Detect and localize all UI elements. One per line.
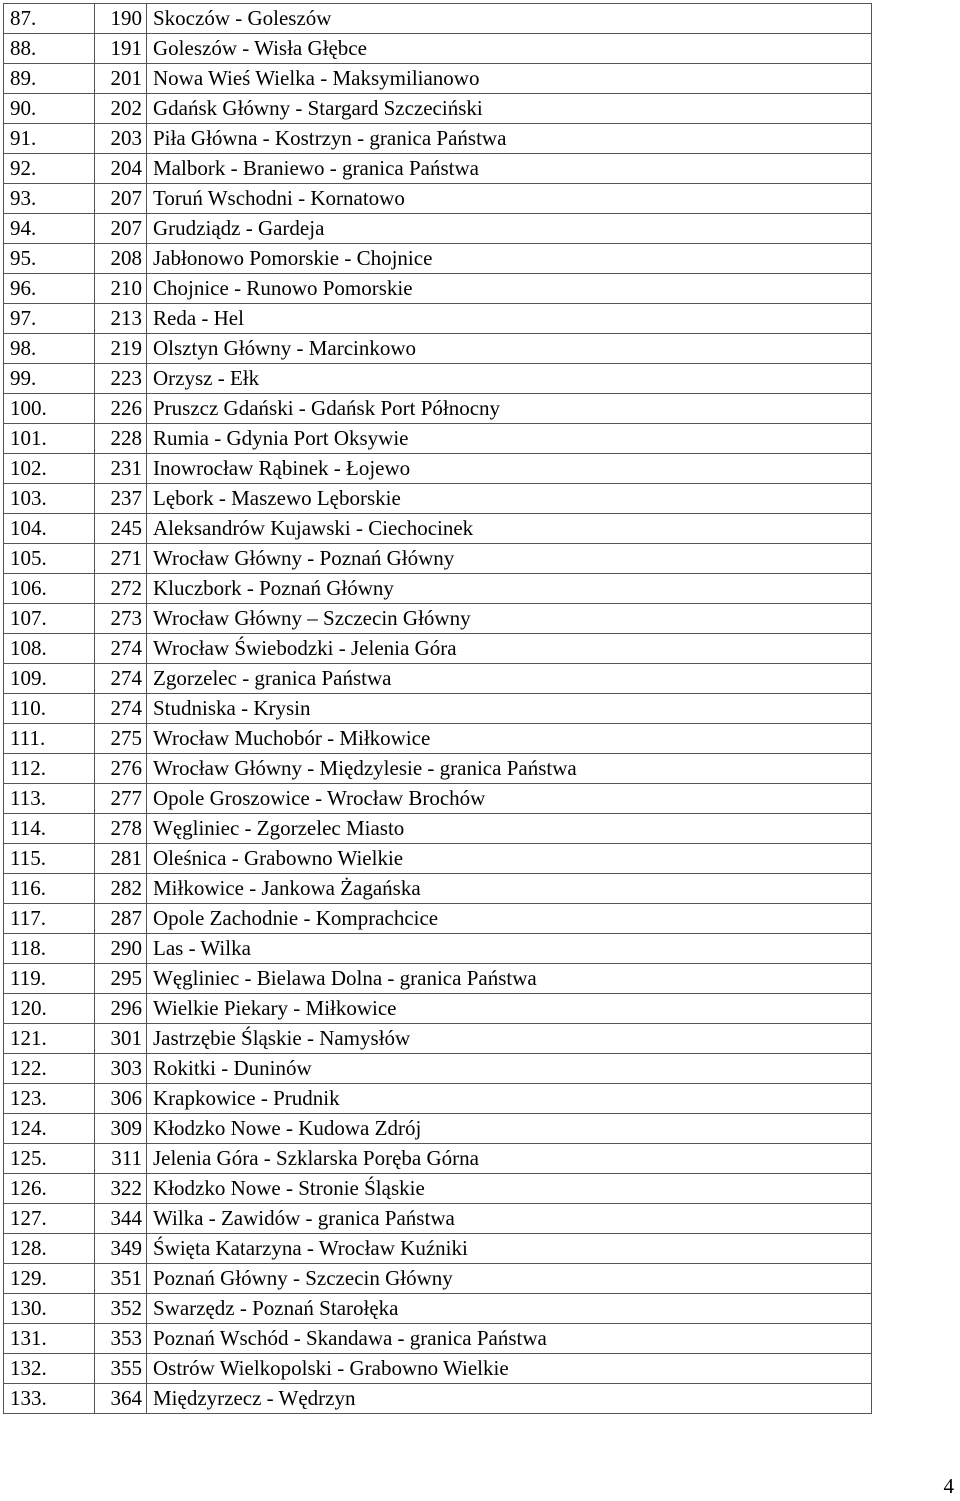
row-number-cell: 103. bbox=[4, 484, 95, 514]
route-name-cell: Piła Główna - Kostrzyn - granica Państwa bbox=[147, 124, 872, 154]
route-name-cell: Oleśnica - Grabowno Wielkie bbox=[147, 844, 872, 874]
row-number-cell: 112. bbox=[4, 754, 95, 784]
route-name-cell: Węgliniec - Zgorzelec Miasto bbox=[147, 814, 872, 844]
row-number-cell: 98. bbox=[4, 334, 95, 364]
line-number-cell: 290 bbox=[95, 934, 147, 964]
table-row bbox=[4, 94, 872, 124]
row-number-cell: 91. bbox=[4, 124, 95, 154]
route-name-cell: Kłodzko Nowe - Stronie Śląskie bbox=[147, 1174, 872, 1204]
route-name-cell: Jabłonowo Pomorskie - Chojnice bbox=[147, 244, 872, 274]
line-number-cell: 231 bbox=[95, 454, 147, 484]
route-name-cell: Aleksandrów Kujawski - Ciechocinek bbox=[147, 514, 872, 544]
row-number-cell: 117. bbox=[4, 904, 95, 934]
line-number-cell: 274 bbox=[95, 694, 147, 724]
route-name-cell: Miłkowice - Jankowa Żagańska bbox=[147, 874, 872, 904]
route-name-cell: Ostrów Wielkopolski - Grabowno Wielkie bbox=[147, 1354, 872, 1384]
table-row bbox=[4, 1354, 872, 1384]
line-number-cell: 355 bbox=[95, 1354, 147, 1384]
row-number-cell: 97. bbox=[4, 304, 95, 334]
row-number-cell: 93. bbox=[4, 184, 95, 214]
row-number-cell: 122. bbox=[4, 1054, 95, 1084]
railway-lines-table bbox=[3, 3, 872, 1414]
route-name-cell: Międzyrzecz - Wędrzyn bbox=[147, 1384, 872, 1414]
table-row bbox=[4, 1114, 872, 1144]
route-name-cell: Poznań Główny - Szczecin Główny bbox=[147, 1264, 872, 1294]
table-row bbox=[4, 4, 872, 34]
route-name-cell: Gdańsk Główny - Stargard Szczeciński bbox=[147, 94, 872, 124]
row-number-cell: 124. bbox=[4, 1114, 95, 1144]
table-row bbox=[4, 634, 872, 664]
table-row bbox=[4, 964, 872, 994]
row-number-cell: 125. bbox=[4, 1144, 95, 1174]
table-row bbox=[4, 664, 872, 694]
row-number-cell: 106. bbox=[4, 574, 95, 604]
table-row bbox=[4, 874, 872, 904]
route-name-cell: Malbork - Braniewo - granica Państwa bbox=[147, 154, 872, 184]
row-number-cell: 111. bbox=[4, 724, 95, 754]
row-number-cell: 119. bbox=[4, 964, 95, 994]
table-row bbox=[4, 394, 872, 424]
route-name-cell: Wilka - Zawidów - granica Państwa bbox=[147, 1204, 872, 1234]
row-number-cell: 128. bbox=[4, 1234, 95, 1264]
row-number-cell: 95. bbox=[4, 244, 95, 274]
table-row bbox=[4, 364, 872, 394]
row-number-cell: 131. bbox=[4, 1324, 95, 1354]
line-number-cell: 277 bbox=[95, 784, 147, 814]
row-number-cell: 121. bbox=[4, 1024, 95, 1054]
row-number-cell: 115. bbox=[4, 844, 95, 874]
row-number-cell: 89. bbox=[4, 64, 95, 94]
table-row bbox=[4, 694, 872, 724]
row-number-cell: 127. bbox=[4, 1204, 95, 1234]
table-row bbox=[4, 1294, 872, 1324]
table-row bbox=[4, 1324, 872, 1354]
row-number-cell: 126. bbox=[4, 1174, 95, 1204]
table-row bbox=[4, 754, 872, 784]
line-number-cell: 344 bbox=[95, 1204, 147, 1234]
row-number-cell: 129. bbox=[4, 1264, 95, 1294]
route-name-cell: Inowrocław Rąbinek - Łojewo bbox=[147, 454, 872, 484]
row-number-cell: 94. bbox=[4, 214, 95, 244]
table-row bbox=[4, 544, 872, 574]
line-number-cell: 237 bbox=[95, 484, 147, 514]
row-number-cell: 120. bbox=[4, 994, 95, 1024]
table-row bbox=[4, 724, 872, 754]
line-number-cell: 210 bbox=[95, 274, 147, 304]
route-name-cell: Święta Katarzyna - Wrocław Kuźniki bbox=[147, 1234, 872, 1264]
route-name-cell: Reda - Hel bbox=[147, 304, 872, 334]
row-number-cell: 123. bbox=[4, 1084, 95, 1114]
table-row bbox=[4, 1384, 872, 1414]
line-number-cell: 282 bbox=[95, 874, 147, 904]
line-number-cell: 207 bbox=[95, 214, 147, 244]
table-row bbox=[4, 1144, 872, 1174]
table-row bbox=[4, 34, 872, 64]
row-number-cell: 104. bbox=[4, 514, 95, 544]
row-number-cell: 90. bbox=[4, 94, 95, 124]
table-body bbox=[4, 4, 872, 1414]
route-name-cell: Wrocław Główny - Międzylesie - granica Państwa bbox=[147, 754, 872, 784]
route-name-cell: Toruń Wschodni - Kornatowo bbox=[147, 184, 872, 214]
route-name-cell: Wrocław Główny - Poznań Główny bbox=[147, 544, 872, 574]
row-number-cell: 99. bbox=[4, 364, 95, 394]
table-row bbox=[4, 64, 872, 94]
table-row bbox=[4, 1234, 872, 1264]
line-number-cell: 208 bbox=[95, 244, 147, 274]
table-row bbox=[4, 334, 872, 364]
line-number-cell: 281 bbox=[95, 844, 147, 874]
table-row bbox=[4, 484, 872, 514]
table-row bbox=[4, 604, 872, 634]
line-number-cell: 223 bbox=[95, 364, 147, 394]
route-name-cell: Rokitki - Duninów bbox=[147, 1054, 872, 1084]
row-number-cell: 96. bbox=[4, 274, 95, 304]
line-number-cell: 276 bbox=[95, 754, 147, 784]
table-row bbox=[4, 934, 872, 964]
table-row bbox=[4, 784, 872, 814]
line-number-cell: 274 bbox=[95, 664, 147, 694]
line-number-cell: 219 bbox=[95, 334, 147, 364]
route-name-cell: Wielkie Piekary - Miłkowice bbox=[147, 994, 872, 1024]
line-number-cell: 245 bbox=[95, 514, 147, 544]
line-number-cell: 228 bbox=[95, 424, 147, 454]
row-number-cell: 88. bbox=[4, 34, 95, 64]
line-number-cell: 274 bbox=[95, 634, 147, 664]
route-name-cell: Jastrzębie Śląskie - Namysłów bbox=[147, 1024, 872, 1054]
table-row bbox=[4, 994, 872, 1024]
line-number-cell: 306 bbox=[95, 1084, 147, 1114]
route-name-cell: Orzysz - Ełk bbox=[147, 364, 872, 394]
route-name-cell: Grudziądz - Gardeja bbox=[147, 214, 872, 244]
route-name-cell: Nowa Wieś Wielka - Maksymilianowo bbox=[147, 64, 872, 94]
line-number-cell: 275 bbox=[95, 724, 147, 754]
table-row bbox=[4, 184, 872, 214]
table-row bbox=[4, 1264, 872, 1294]
table-row bbox=[4, 514, 872, 544]
row-number-cell: 87. bbox=[4, 4, 95, 34]
table-row bbox=[4, 904, 872, 934]
line-number-cell: 352 bbox=[95, 1294, 147, 1324]
row-number-cell: 110. bbox=[4, 694, 95, 724]
route-name-cell: Poznań Wschód - Skandawa - granica Państwa bbox=[147, 1324, 872, 1354]
route-name-cell: Opole Groszowice - Wrocław Brochów bbox=[147, 784, 872, 814]
line-number-cell: 322 bbox=[95, 1174, 147, 1204]
route-name-cell: Kluczbork - Poznań Główny bbox=[147, 574, 872, 604]
route-name-cell: Pruszcz Gdański - Gdańsk Port Północny bbox=[147, 394, 872, 424]
row-number-cell: 114. bbox=[4, 814, 95, 844]
route-name-cell: Węgliniec - Bielawa Dolna - granica Państwa bbox=[147, 964, 872, 994]
table-row bbox=[4, 274, 872, 304]
line-number-cell: 203 bbox=[95, 124, 147, 154]
table-row bbox=[4, 1024, 872, 1054]
row-number-cell: 133. bbox=[4, 1384, 95, 1414]
row-number-cell: 100. bbox=[4, 394, 95, 424]
route-name-cell: Goleszów - Wisła Głębce bbox=[147, 34, 872, 64]
row-number-cell: 116. bbox=[4, 874, 95, 904]
line-number-cell: 301 bbox=[95, 1024, 147, 1054]
line-number-cell: 226 bbox=[95, 394, 147, 424]
line-number-cell: 309 bbox=[95, 1114, 147, 1144]
route-name-cell: Chojnice - Runowo Pomorskie bbox=[147, 274, 872, 304]
table-row bbox=[4, 1204, 872, 1234]
line-number-cell: 311 bbox=[95, 1144, 147, 1174]
line-number-cell: 278 bbox=[95, 814, 147, 844]
line-number-cell: 202 bbox=[95, 94, 147, 124]
table-row bbox=[4, 1174, 872, 1204]
line-number-cell: 190 bbox=[95, 4, 147, 34]
table-row bbox=[4, 1084, 872, 1114]
line-number-cell: 351 bbox=[95, 1264, 147, 1294]
table-row bbox=[4, 844, 872, 874]
row-number-cell: 101. bbox=[4, 424, 95, 454]
table-row bbox=[4, 424, 872, 454]
line-number-cell: 191 bbox=[95, 34, 147, 64]
table-row bbox=[4, 124, 872, 154]
table-row bbox=[4, 304, 872, 334]
table-row bbox=[4, 244, 872, 274]
line-number-cell: 295 bbox=[95, 964, 147, 994]
route-name-cell: Studniska - Krysin bbox=[147, 694, 872, 724]
row-number-cell: 108. bbox=[4, 634, 95, 664]
line-number-cell: 296 bbox=[95, 994, 147, 1024]
route-name-cell: Wrocław Świebodzki - Jelenia Góra bbox=[147, 634, 872, 664]
line-number-cell: 204 bbox=[95, 154, 147, 184]
page-number: 4 bbox=[943, 1474, 954, 1498]
route-name-cell: Swarzędz - Poznań Starołęka bbox=[147, 1294, 872, 1324]
table-row bbox=[4, 1054, 872, 1084]
row-number-cell: 107. bbox=[4, 604, 95, 634]
row-number-cell: 102. bbox=[4, 454, 95, 484]
table-row bbox=[4, 574, 872, 604]
route-name-cell: Wrocław Główny – Szczecin Główny bbox=[147, 604, 872, 634]
line-number-cell: 273 bbox=[95, 604, 147, 634]
route-name-cell: Lębork - Maszewo Lęborskie bbox=[147, 484, 872, 514]
route-name-cell: Zgorzelec - granica Państwa bbox=[147, 664, 872, 694]
table-row bbox=[4, 154, 872, 184]
route-name-cell: Skoczów - Goleszów bbox=[147, 4, 872, 34]
route-name-cell: Opole Zachodnie - Komprachcice bbox=[147, 904, 872, 934]
line-number-cell: 272 bbox=[95, 574, 147, 604]
route-name-cell: Jelenia Góra - Szklarska Poręba Górna bbox=[147, 1144, 872, 1174]
row-number-cell: 105. bbox=[4, 544, 95, 574]
route-name-cell: Olsztyn Główny - Marcinkowo bbox=[147, 334, 872, 364]
route-name-cell: Rumia - Gdynia Port Oksywie bbox=[147, 424, 872, 454]
line-number-cell: 213 bbox=[95, 304, 147, 334]
route-name-cell: Las - Wilka bbox=[147, 934, 872, 964]
line-number-cell: 303 bbox=[95, 1054, 147, 1084]
line-number-cell: 364 bbox=[95, 1384, 147, 1414]
line-number-cell: 353 bbox=[95, 1324, 147, 1354]
row-number-cell: 92. bbox=[4, 154, 95, 184]
row-number-cell: 109. bbox=[4, 664, 95, 694]
line-number-cell: 201 bbox=[95, 64, 147, 94]
row-number-cell: 130. bbox=[4, 1294, 95, 1324]
route-name-cell: Kłodzko Nowe - Kudowa Zdrój bbox=[147, 1114, 872, 1144]
table-row bbox=[4, 814, 872, 844]
line-number-cell: 287 bbox=[95, 904, 147, 934]
row-number-cell: 132. bbox=[4, 1354, 95, 1384]
line-number-cell: 207 bbox=[95, 184, 147, 214]
route-name-cell: Wrocław Muchobór - Miłkowice bbox=[147, 724, 872, 754]
table-row bbox=[4, 454, 872, 484]
line-number-cell: 271 bbox=[95, 544, 147, 574]
line-number-cell: 349 bbox=[95, 1234, 147, 1264]
row-number-cell: 118. bbox=[4, 934, 95, 964]
table-row bbox=[4, 214, 872, 244]
row-number-cell: 113. bbox=[4, 784, 95, 814]
route-name-cell: Krapkowice - Prudnik bbox=[147, 1084, 872, 1114]
